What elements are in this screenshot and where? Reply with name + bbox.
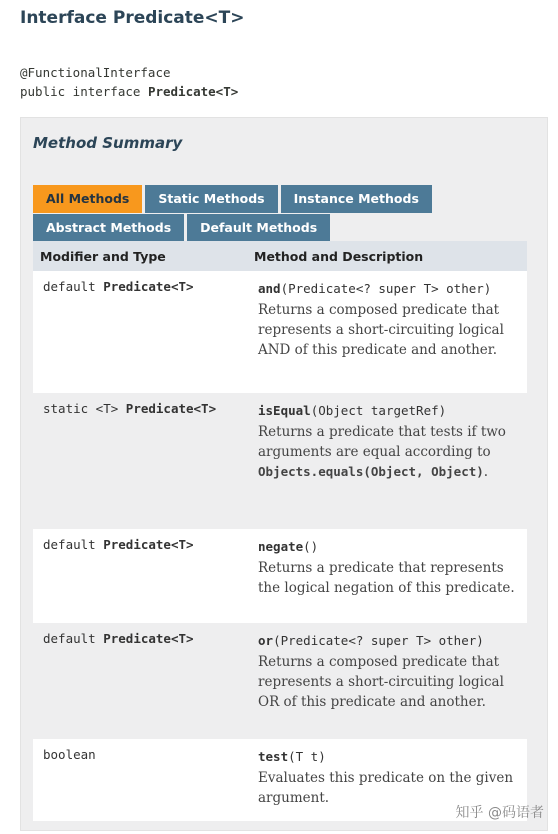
table-row bbox=[33, 393, 527, 529]
objects-equals-link[interactable]: Objects.equals(Object, Object) bbox=[258, 464, 484, 479]
declaration-prefix: public interface bbox=[20, 84, 148, 99]
table-row bbox=[33, 529, 527, 623]
method-signature: or(Predicate<? super T> other) bbox=[258, 633, 484, 648]
interface-signature bbox=[20, 63, 238, 101]
modifier-type-cell bbox=[33, 739, 254, 821]
tab-abstract-methods[interactable]: Abstract Methods bbox=[33, 214, 184, 242]
tab-row-2 bbox=[33, 214, 333, 242]
watermark: 知乎 @码语者 bbox=[455, 805, 544, 821]
method-link-and[interactable]: and bbox=[258, 281, 281, 296]
page-title: Interface Predicate<T> bbox=[20, 8, 245, 28]
header-modifier-type: Modifier and Type bbox=[40, 248, 166, 264]
table-row bbox=[33, 739, 527, 821]
table-row bbox=[33, 623, 527, 739]
return-type-link[interactable]: Predicate<T> bbox=[103, 631, 194, 646]
method-link-or[interactable]: or bbox=[258, 633, 274, 648]
modifier-type-cell: default Predicate<T> bbox=[43, 537, 194, 552]
method-description: Returns a predicate that tests if two arguments are equal according to Objects.equals(Object, Object). bbox=[258, 424, 506, 480]
tab-static-methods[interactable]: Static Methods bbox=[145, 185, 277, 213]
tab-instance-methods[interactable]: Instance Methods bbox=[281, 185, 432, 213]
declaration-name: Predicate<T> bbox=[147, 84, 239, 99]
table-row bbox=[33, 271, 527, 393]
method-link-test[interactable]: test bbox=[258, 749, 289, 764]
method-summary-title: Method Summary bbox=[33, 134, 183, 152]
annotation: @FunctionalInterface bbox=[20, 65, 171, 80]
header-method-description: Method and Description bbox=[254, 248, 424, 264]
table-header bbox=[33, 241, 527, 271]
method-table bbox=[33, 241, 527, 821]
declaration bbox=[20, 82, 238, 101]
modifier-type-cell: default Predicate<T> bbox=[43, 631, 194, 646]
modifier-type-cell: static <T> Predicate<T> bbox=[43, 401, 217, 416]
method-cell bbox=[254, 623, 527, 739]
tab-row-1 bbox=[33, 185, 435, 213]
method-link-negate[interactable]: negate bbox=[258, 539, 304, 554]
method-description: Returns a composed predicate that represents a short-circuiting logical AND of this predicate and another. bbox=[258, 302, 504, 358]
return-type-link[interactable]: Predicate<T> bbox=[125, 401, 217, 416]
return-type-link[interactable]: Predicate<T> bbox=[103, 279, 194, 294]
modifier-type-cell: default Predicate<T> bbox=[43, 279, 194, 294]
return-type-link[interactable]: Predicate<T> bbox=[103, 537, 194, 552]
method-cell bbox=[254, 271, 527, 393]
method-signature: and(Predicate<? super T> other) bbox=[258, 281, 492, 296]
method-description: Returns a predicate that represents the logical negation of this predicate. bbox=[258, 560, 515, 596]
tab-default-methods[interactable]: Default Methods bbox=[187, 214, 330, 242]
return-type: boolean bbox=[43, 747, 96, 762]
method-link-isequal[interactable]: isEqual bbox=[258, 403, 311, 418]
tab-all-methods[interactable]: All Methods bbox=[33, 185, 142, 213]
method-summary bbox=[20, 117, 548, 831]
method-cell bbox=[254, 529, 527, 623]
method-description: Evaluates this predicate on the given argument. bbox=[258, 770, 514, 806]
method-signature: test(T t) bbox=[258, 749, 326, 764]
method-signature: negate() bbox=[258, 539, 319, 554]
method-signature: isEqual(Object targetRef) bbox=[258, 403, 447, 418]
method-description: Returns a composed predicate that represents a short-circuiting logical OR of this predicate and another. bbox=[258, 654, 504, 710]
method-cell bbox=[254, 393, 527, 529]
